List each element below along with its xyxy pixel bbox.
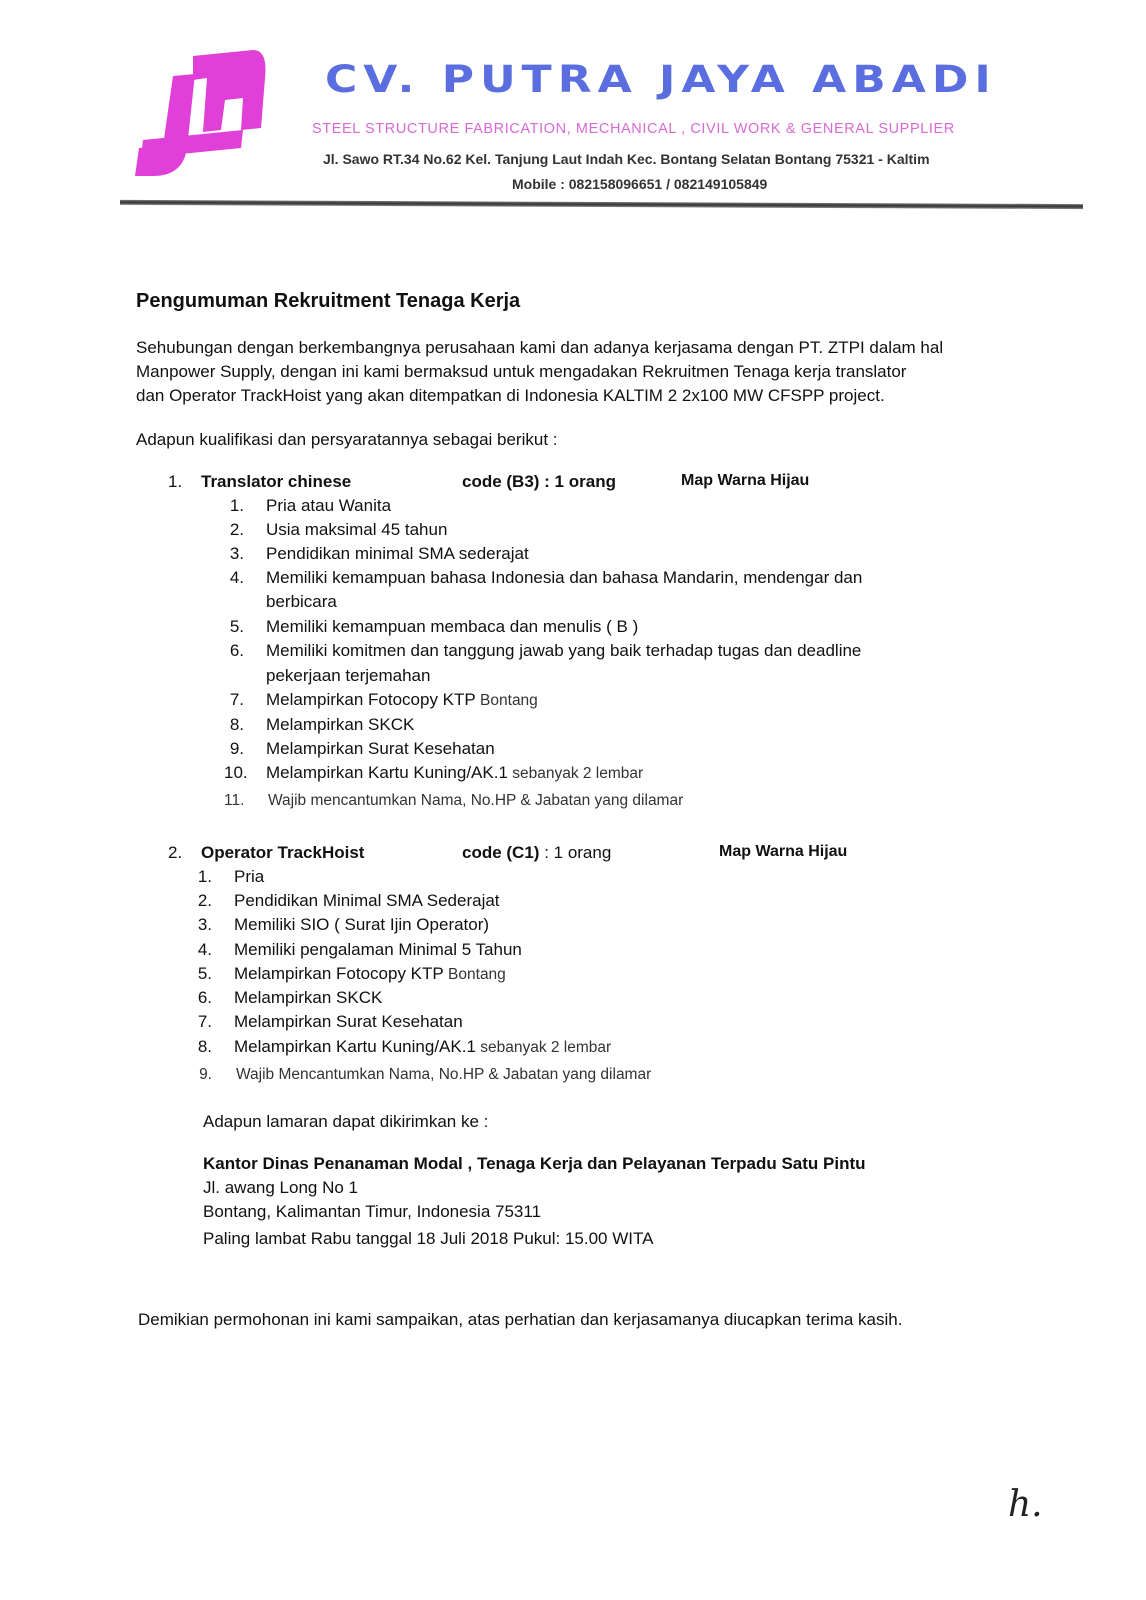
requirement-text-suffix: Bontang bbox=[475, 692, 538, 709]
requirement-text bbox=[234, 964, 506, 984]
requirement-text bbox=[234, 915, 489, 935]
requirement-text-main: Melampirkan Surat Kesehatan bbox=[266, 739, 495, 758]
requirement-number: 1. bbox=[229, 496, 244, 515]
requirement-text bbox=[266, 568, 862, 588]
requirement-number: 1. bbox=[197, 867, 212, 886]
intro-line: Manpower Supply, dengan ini kami bermaksud untuk mengadakan Rekruitmen Tenaga kerja translator bbox=[136, 362, 907, 381]
requirement-text-main: Usia maksimal 45 tahun bbox=[266, 520, 448, 539]
position-title: Translator chinese bbox=[201, 472, 352, 491]
requirement-text-main: Melampirkan SKCK bbox=[234, 988, 383, 1007]
requirement-text bbox=[234, 940, 522, 960]
company-mobile: Mobile : 082158096651 / 082149105849 bbox=[512, 176, 768, 192]
requirement-text bbox=[234, 1012, 463, 1032]
requirement-text bbox=[234, 988, 382, 1008]
requirement-number: 11. bbox=[224, 792, 245, 809]
requirement-text-main: Melampirkan Kartu Kuning/AK.1 bbox=[234, 1037, 476, 1056]
requirement-text-main: Memiliki komitmen dan tanggung jawab yang baik terhadap tugas dan deadline bbox=[266, 641, 862, 660]
requirement-text bbox=[266, 690, 538, 710]
intro-line: Sehubungan dengan berkembangnya perusahaan kami dan adanya kerjasama dengan PT. ZTPI dalam hal bbox=[136, 338, 944, 357]
requirement-text bbox=[266, 544, 529, 564]
requirement-text-main: Pendidikan Minimal SMA Sederajat bbox=[234, 891, 500, 910]
requirement-text-main: pekerjaan terjemahan bbox=[266, 666, 431, 685]
requirement-number: 10. bbox=[224, 763, 248, 782]
company-address: Jl. Sawo RT.34 No.62 Kel. Tanjung Laut Indah Kec. Bontang Selatan Bontang 75321 - Kaltim bbox=[323, 151, 930, 167]
position-code: code (B3) : 1 orang bbox=[462, 472, 616, 491]
document-title: Pengumuman Rekruitment Tenaga Kerja bbox=[136, 290, 521, 312]
requirement-text-main: Memiliki kemampuan membaca dan menulis ( B ) bbox=[266, 617, 639, 636]
requirement-text: Wajib mencantumkan Nama, No.HP & Jabatan yang dilamar bbox=[268, 792, 684, 809]
office-name: Kantor Dinas Penanaman Modal , Tenaga Kerja dan Pelayanan Terpadu Satu Pintu bbox=[203, 1154, 866, 1173]
company-logo bbox=[133, 48, 268, 178]
company-tagline: STEEL STRUCTURE FABRICATION, MECHANICAL , CIVIL WORK & GENERAL SUPPLIER bbox=[312, 121, 955, 137]
requirement-number: 7. bbox=[197, 1012, 212, 1031]
position-number: 2. bbox=[168, 843, 183, 862]
position-number: 1. bbox=[168, 472, 183, 491]
signature: h. bbox=[1008, 1484, 1043, 1525]
requirement-text bbox=[266, 641, 861, 661]
requirement-number: 8. bbox=[197, 1037, 212, 1056]
requirement-text-main: Memiliki SIO ( Surat Ijin Operator) bbox=[234, 915, 490, 934]
requirement-text-main: Melampirkan Kartu Kuning/AK.1 bbox=[266, 763, 508, 782]
requirement-number: 8. bbox=[229, 715, 244, 734]
requirement-number: 6. bbox=[197, 988, 212, 1007]
requirement-number: 5. bbox=[197, 964, 212, 983]
requirement-number: 9. bbox=[229, 739, 244, 758]
requirement-text bbox=[266, 617, 638, 637]
requirement-text bbox=[266, 763, 643, 783]
requirement-text-main: Pria atau Wanita bbox=[266, 496, 392, 515]
requirement-text bbox=[234, 867, 264, 887]
requirement-number: 4. bbox=[229, 568, 244, 587]
requirement-number: 2. bbox=[229, 520, 244, 539]
position-map: Map Warna Hijau bbox=[719, 843, 848, 860]
requirement-text: Wajib Mencantumkan Nama, No.HP & Jabatan yang dilamar bbox=[236, 1066, 652, 1083]
requirement-text-main: berbicara bbox=[266, 592, 337, 611]
position-map: Map Warna Hijau bbox=[681, 472, 810, 489]
requirement-text-main: Melampirkan Surat Kesehatan bbox=[234, 1012, 463, 1031]
send-to-intro: Adapun lamaran dapat dikirimkan ke : bbox=[203, 1112, 489, 1131]
requirement-text-main: Pria bbox=[234, 867, 265, 886]
office-city: Bontang, Kalimantan Timur, Indonesia 75311 bbox=[203, 1202, 542, 1221]
requirement-number: 4. bbox=[197, 940, 212, 959]
requirement-text-main: Pendidikan minimal SMA sederajat bbox=[266, 544, 529, 563]
office-street: Jl. awang Long No 1 bbox=[203, 1178, 358, 1197]
requirements-intro: Adapun kualifikasi dan persyaratannya sebagai berikut : bbox=[136, 430, 558, 449]
requirement-number: 7. bbox=[229, 690, 244, 709]
requirement-text-suffix: Bontang bbox=[443, 966, 506, 983]
intro-line: dan Operator TrackHoist yang akan ditempatkan di Indonesia KALTIM 2 2x100 MW CFSPP project. bbox=[136, 386, 885, 405]
requirement-text-main: Melampirkan Fotocopy KTP bbox=[266, 690, 476, 709]
requirement-text-suffix: sebanyak 2 lembar bbox=[475, 1039, 612, 1056]
requirement-text-main: Melampirkan SKCK bbox=[266, 715, 415, 734]
requirement-number: 3. bbox=[229, 544, 244, 563]
deadline: Paling lambat Rabu tanggal 18 Juli 2018 Pukul: 15.00 WITA bbox=[203, 1229, 654, 1248]
requirement-text bbox=[266, 496, 391, 516]
closing-text: Demikian permohonan ini kami sampaikan, atas perhatian dan kerjasamanya diucapkan terima kasih. bbox=[138, 1310, 903, 1329]
position-code: code (C1) bbox=[462, 843, 540, 862]
requirement-text bbox=[266, 715, 414, 735]
requirement-number: 6. bbox=[229, 641, 244, 660]
requirement-text bbox=[266, 520, 447, 540]
letterhead-divider bbox=[120, 200, 1083, 209]
requirement-text-suffix: sebanyak 2 lembar bbox=[507, 765, 644, 782]
requirement-text-main: Memiliki kemampuan bahasa Indonesia dan bahasa Mandarin, mendengar dan bbox=[266, 568, 863, 587]
requirement-text bbox=[266, 739, 495, 759]
requirement-number: 3. bbox=[197, 915, 212, 934]
requirement-text-main: Melampirkan Fotocopy KTP bbox=[234, 964, 444, 983]
requirement-number: 2. bbox=[197, 891, 212, 910]
requirement-text bbox=[266, 592, 337, 612]
company-name: CV. PUTRA JAYA ABADI bbox=[325, 58, 997, 102]
requirement-text bbox=[234, 1037, 611, 1057]
requirement-text-main: Memiliki pengalaman Minimal 5 Tahun bbox=[234, 940, 522, 959]
requirement-number: 5. bbox=[229, 617, 244, 636]
requirement-text bbox=[234, 891, 500, 911]
position-title: Operator TrackHoist bbox=[201, 843, 365, 862]
requirement-text bbox=[266, 666, 430, 686]
position-count: : 1 orang bbox=[539, 843, 612, 862]
requirement-number: 9. bbox=[199, 1066, 212, 1083]
